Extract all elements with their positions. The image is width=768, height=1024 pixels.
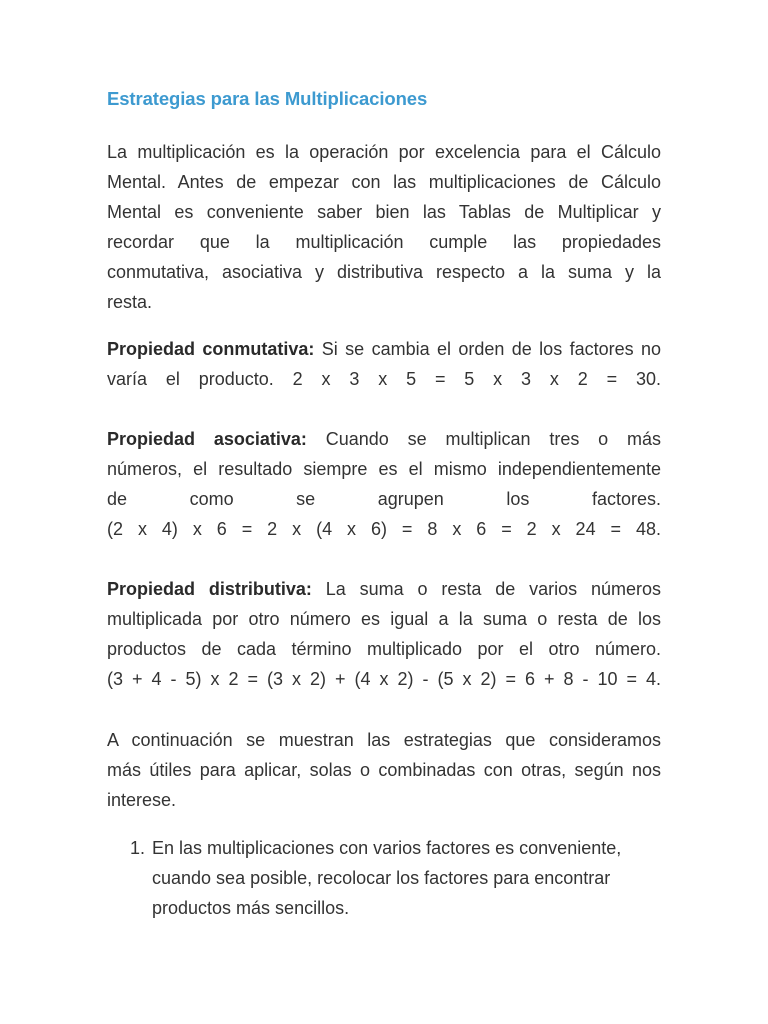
continuacion-line: A continuación se muestran las estrategias que consideramos [107, 730, 661, 750]
asociativa-paragraph [107, 424, 661, 544]
continuacion-paragraph [107, 725, 661, 815]
intro-line: Mental. Antes de empezar con las multiplicaciones de Cálculo [107, 172, 661, 192]
conmutativa-line [107, 334, 661, 364]
list-item-number: 1. [130, 838, 146, 858]
intro-line: recordar que la multiplicación cumple las propiedades [107, 232, 661, 252]
continuacion-line: interese. [107, 790, 177, 810]
distributiva-example: (3 + 4 - 5) x 2 = (3 x 2) + (4 x 2) - (5 x 2) = 6 + 8 - 10 = 4. [107, 669, 661, 689]
distributiva-line: multiplicada por otro número es igual a la suma o resta de los [107, 609, 661, 629]
page-title: Estrategias para las Multiplicaciones [107, 88, 428, 109]
asociativa-label: Propiedad asociativa: [107, 429, 307, 449]
intro-line: conmutativa, asociativa y distributiva respecto a la suma y la [107, 262, 661, 282]
distributiva-text: La suma o resta de varios números [311, 579, 662, 599]
intro-line: resta. [107, 292, 153, 312]
intro-paragraph [107, 137, 661, 317]
list-item [130, 833, 650, 923]
distributiva-line [107, 574, 661, 604]
asociativa-line: números, el resultado siempre es el mismo independientemente [107, 459, 661, 479]
asociativa-line [107, 424, 661, 454]
asociativa-text: Cuando se multiplican tres o más [306, 429, 661, 449]
continuacion-line: más útiles para aplicar, solas o combinadas con otras, según nos [107, 760, 661, 780]
asociativa-example: (2 x 4) x 6 = 2 x (4 x 6) = 8 x 6 = 2 x 24 = 48. [107, 519, 661, 539]
strategy-list [130, 833, 650, 923]
distributiva-line: productos de cada término multiplicado por el otro número. [107, 639, 661, 659]
distributiva-paragraph [107, 574, 661, 694]
conmutativa-label: Propiedad conmutativa: [107, 339, 315, 359]
conmutativa-example: varía el producto. 2 x 3 x 5 = 5 x 3 x 2 = 30. [107, 369, 661, 389]
conmutativa-paragraph [107, 334, 661, 394]
conmutativa-text: Si se cambia el orden de los factores no [314, 339, 662, 359]
list-item-line: En las multiplicaciones con varios factores es conveniente, [152, 838, 622, 858]
asociativa-line: de como se agrupen los factores. [107, 489, 661, 509]
intro-line: La multiplicación es la operación por excelencia para el Cálculo [107, 142, 661, 162]
intro-line: Mental es conveniente saber bien las Tablas de Multiplicar y [107, 202, 661, 222]
list-item-line: productos más sencillos. [152, 898, 350, 918]
list-item-line: cuando sea posible, recolocar los factores para encontrar [152, 868, 611, 888]
distributiva-label: Propiedad distributiva: [107, 579, 312, 599]
